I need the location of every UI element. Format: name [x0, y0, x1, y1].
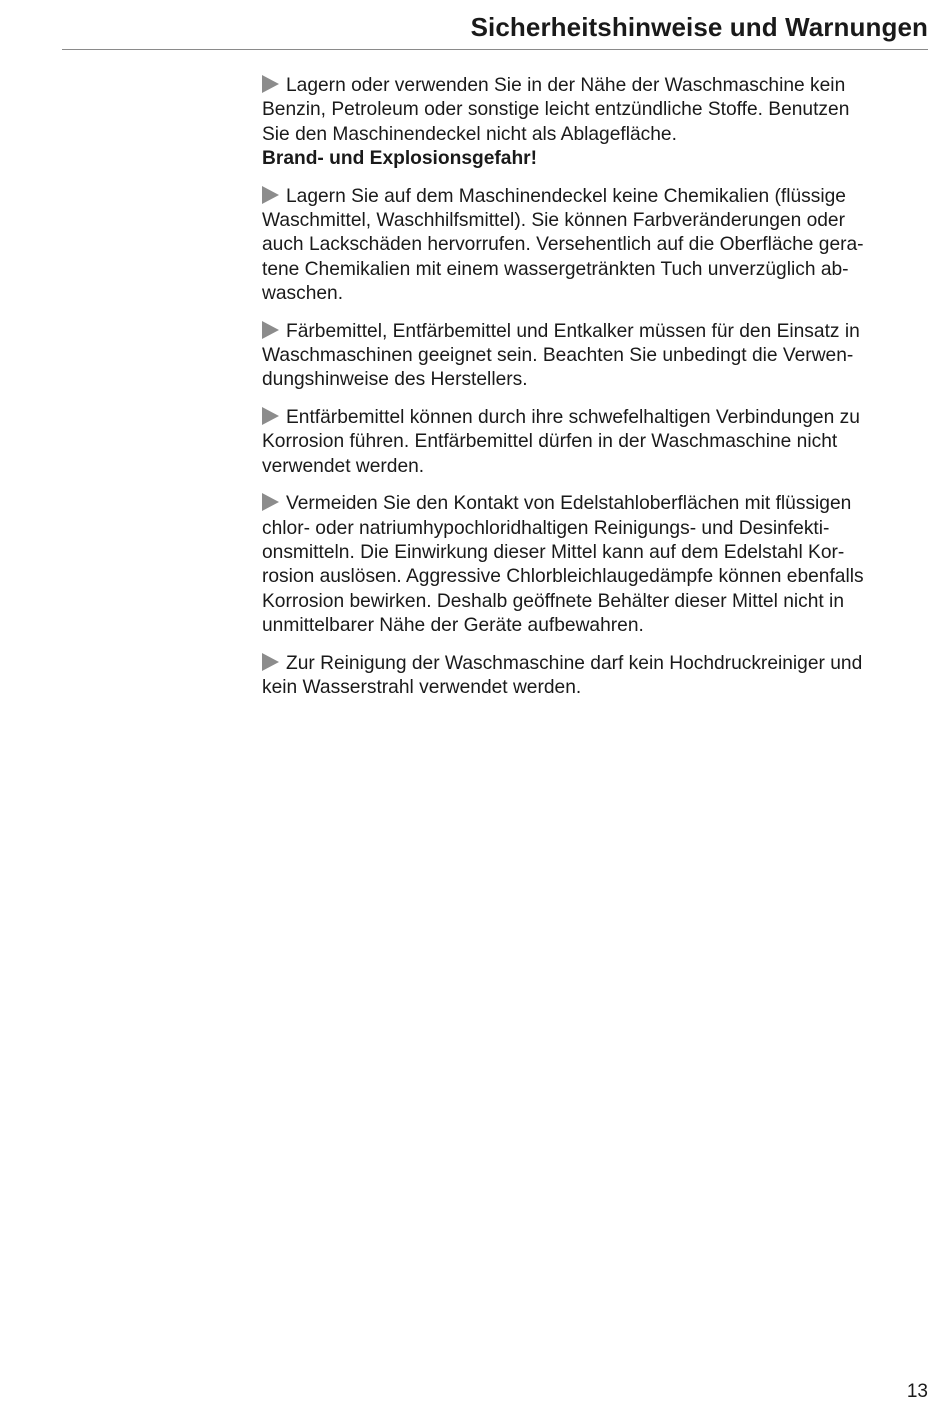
- list-item: [262, 650, 928, 701]
- paragraph-line: tene Chemikalien mit einem wassergetränkten Tuch unverzüglich ab-: [262, 258, 849, 280]
- list-item: [262, 490, 928, 638]
- paragraph-line: Benzin, Petroleum oder sonstige leicht entzündliche Stoffe. Benutzen: [262, 99, 850, 121]
- paragraph-line: Lagern Sie auf dem Maschinendeckel keine Chemikalien (flüssige: [262, 183, 928, 209]
- list-item: [262, 72, 928, 172]
- triangle-right-icon: [262, 321, 279, 339]
- paragraph-line: Sie den Maschinendeckel nicht als Ablagefläche.: [262, 123, 677, 145]
- paragraph-line: Korrosion führen. Entfärbemittel dürfen in der Waschmaschine nicht: [262, 431, 838, 453]
- page-header: [62, 0, 928, 50]
- paragraph-line: Lagern oder verwenden Sie in der Nähe der Waschmaschine kein: [262, 72, 928, 98]
- paragraph-line: dungshinweise des Herstellers.: [262, 369, 528, 391]
- triangle-right-icon: [262, 653, 279, 671]
- paragraph-line: verwendet werden.: [262, 455, 425, 477]
- paragraph-line: Korrosion bewirken. Deshalb geöffnete Behälter dieser Mittel nicht in: [262, 590, 844, 612]
- paragraph-line: Waschmaschinen geeignet sein. Beachten Sie unbedingt die Verwen-: [262, 345, 854, 367]
- paragraph-line: onsmitteln. Die Einwirkung dieser Mittel kann auf dem Edelstahl Kor-: [262, 541, 845, 563]
- paragraph-line: auch Lackschäden hervorrufen. Versehentlich auf die Oberfläche gera-: [262, 234, 864, 256]
- paragraph-line: Zur Reinigung der Waschmaschine darf kein Hochdruckreiniger und: [262, 650, 928, 676]
- paragraph-line: kein Wasserstrahl verwendet werden.: [262, 676, 582, 698]
- triangle-right-icon: [262, 407, 279, 425]
- list-item: [262, 183, 928, 307]
- page-title: Sicherheitshinweise und Warnungen: [470, 12, 928, 42]
- safety-warnings-list: [262, 72, 928, 711]
- triangle-right-icon: [262, 75, 279, 93]
- triangle-right-icon: [262, 186, 279, 204]
- paragraph-line: Färbemittel, Entfärbemittel und Entkalker müssen für den Einsatz in: [262, 318, 928, 344]
- triangle-right-icon: [262, 493, 279, 511]
- paragraph-line: Entfärbemittel können durch ihre schwefelhaltigen Verbindungen zu: [262, 404, 928, 430]
- paragraph-line: unmittelbarer Nähe der Geräte aufbewahren.: [262, 615, 644, 637]
- paragraph-line: rosion auslösen. Aggressive Chlorbleichlaugedämpfe können ebenfalls: [262, 566, 864, 588]
- danger-warning: Brand- und Explosionsgefahr!: [262, 148, 538, 170]
- paragraph-line: Waschmittel, Waschhilfsmittel). Sie können Farbveränderungen oder: [262, 210, 845, 232]
- paragraph-line: waschen.: [262, 283, 344, 305]
- list-item: [262, 404, 928, 479]
- list-item: [262, 318, 928, 393]
- paragraph-line: Vermeiden Sie den Kontakt von Edelstahloberflächen mit flüssigen: [262, 490, 928, 516]
- page-number: 13: [906, 1381, 928, 1402]
- paragraph-line: chlor- oder natriumhypochloridhaltigen Reinigungs- und Desinfekti-: [262, 517, 830, 539]
